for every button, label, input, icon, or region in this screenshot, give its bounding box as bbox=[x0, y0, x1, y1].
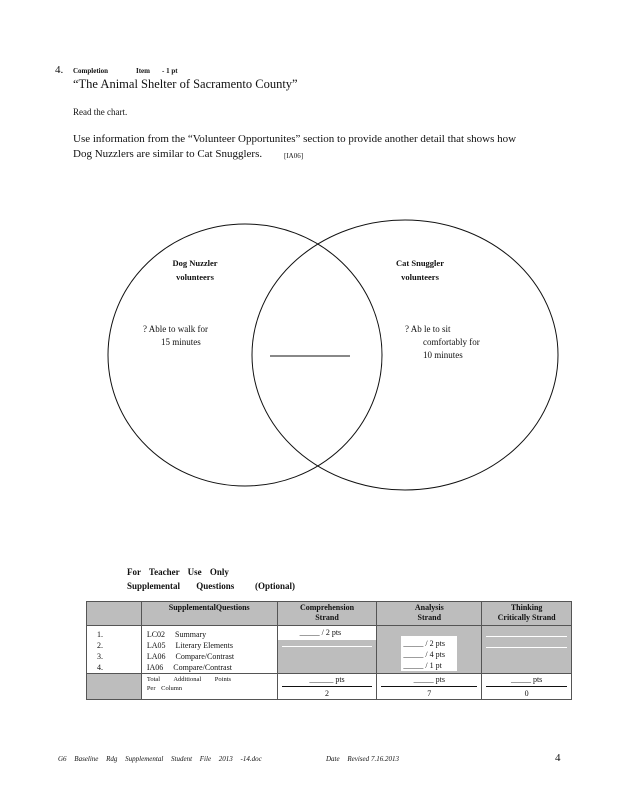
question-codes: LC02 Summary LA05 Literary Elements LA06 Compare/Contrast IA06 Compare/Contrast bbox=[141, 626, 277, 674]
analysis-score-3: _____ / 4 pts bbox=[403, 650, 445, 659]
left-circle-label: Dog Nuzzler volunteers bbox=[172, 258, 218, 282]
footer-date: 7.16.2013 bbox=[371, 755, 399, 763]
standard-code: [IA06] bbox=[284, 152, 304, 160]
supplemental-heading: Supplemental Questions bbox=[127, 581, 235, 591]
right-circle-label: Cat Snuggler volunteers bbox=[396, 258, 444, 282]
question-numbers bbox=[87, 626, 142, 674]
total-analysis: _____ pts 7 bbox=[377, 674, 482, 700]
analysis-score-4: _____ / 1 pt bbox=[403, 661, 442, 670]
analysis-score-2: _____ / 2 pts bbox=[403, 639, 445, 648]
footer-doc-name: G6 Baseline Rdg Supplemental Student File 2013 -14.doc bbox=[58, 755, 262, 763]
table-row: 1. bbox=[97, 630, 103, 639]
scoring-table bbox=[86, 601, 572, 700]
instruction-prompt-line2: Dog Nuzzlers are similar to Cat Snugglers. bbox=[73, 148, 263, 160]
total-thinking: _____ pts 0 bbox=[482, 674, 572, 700]
header-analysis: Analysis Strand bbox=[377, 602, 482, 626]
header-blank bbox=[87, 602, 142, 626]
table-row: 4. bbox=[97, 663, 103, 672]
total-label: Total Additional Points Per Column bbox=[141, 674, 277, 700]
comprehension-score-1: _____ / 2 pts bbox=[278, 626, 377, 640]
left-circle-detail: ? Able to walk for 15 minutes bbox=[143, 324, 208, 347]
instruction-read: Read the chart. bbox=[73, 107, 128, 117]
right-circle-detail: ? Ab le to sit comfortably for 10 minutes bbox=[405, 324, 480, 360]
teacher-use-heading: For Teacher Use Only bbox=[127, 567, 229, 577]
comprehension-cells bbox=[277, 626, 377, 674]
table-row: 3. bbox=[97, 652, 103, 661]
header-comprehension: Comprehension Strand bbox=[277, 602, 377, 626]
passage-title: “The Animal Shelter of Sacramento County” bbox=[73, 77, 298, 91]
thinking-cells bbox=[482, 626, 572, 674]
total-blank bbox=[87, 674, 142, 700]
instruction-prompt-line1: Use information from the “Volunteer Opportunites” section to provide another detail that shows how bbox=[73, 133, 517, 145]
total-comprehension: ______ pts 2 bbox=[277, 674, 377, 700]
analysis-cells bbox=[377, 626, 482, 674]
item-number: 4. bbox=[55, 64, 64, 76]
page-number: 4 bbox=[555, 752, 561, 764]
header-supplemental: SupplementalQuestions bbox=[141, 602, 277, 626]
item-label: Item bbox=[136, 67, 150, 75]
item-points: - 1 pt bbox=[162, 67, 178, 75]
table-row: 2. bbox=[97, 641, 103, 650]
header-thinking: Thinking Critically Strand bbox=[482, 602, 572, 626]
footer-date-label: Date Revised bbox=[326, 755, 370, 763]
optional-label: (Optional) bbox=[255, 581, 296, 591]
item-type: Completion bbox=[73, 67, 108, 75]
